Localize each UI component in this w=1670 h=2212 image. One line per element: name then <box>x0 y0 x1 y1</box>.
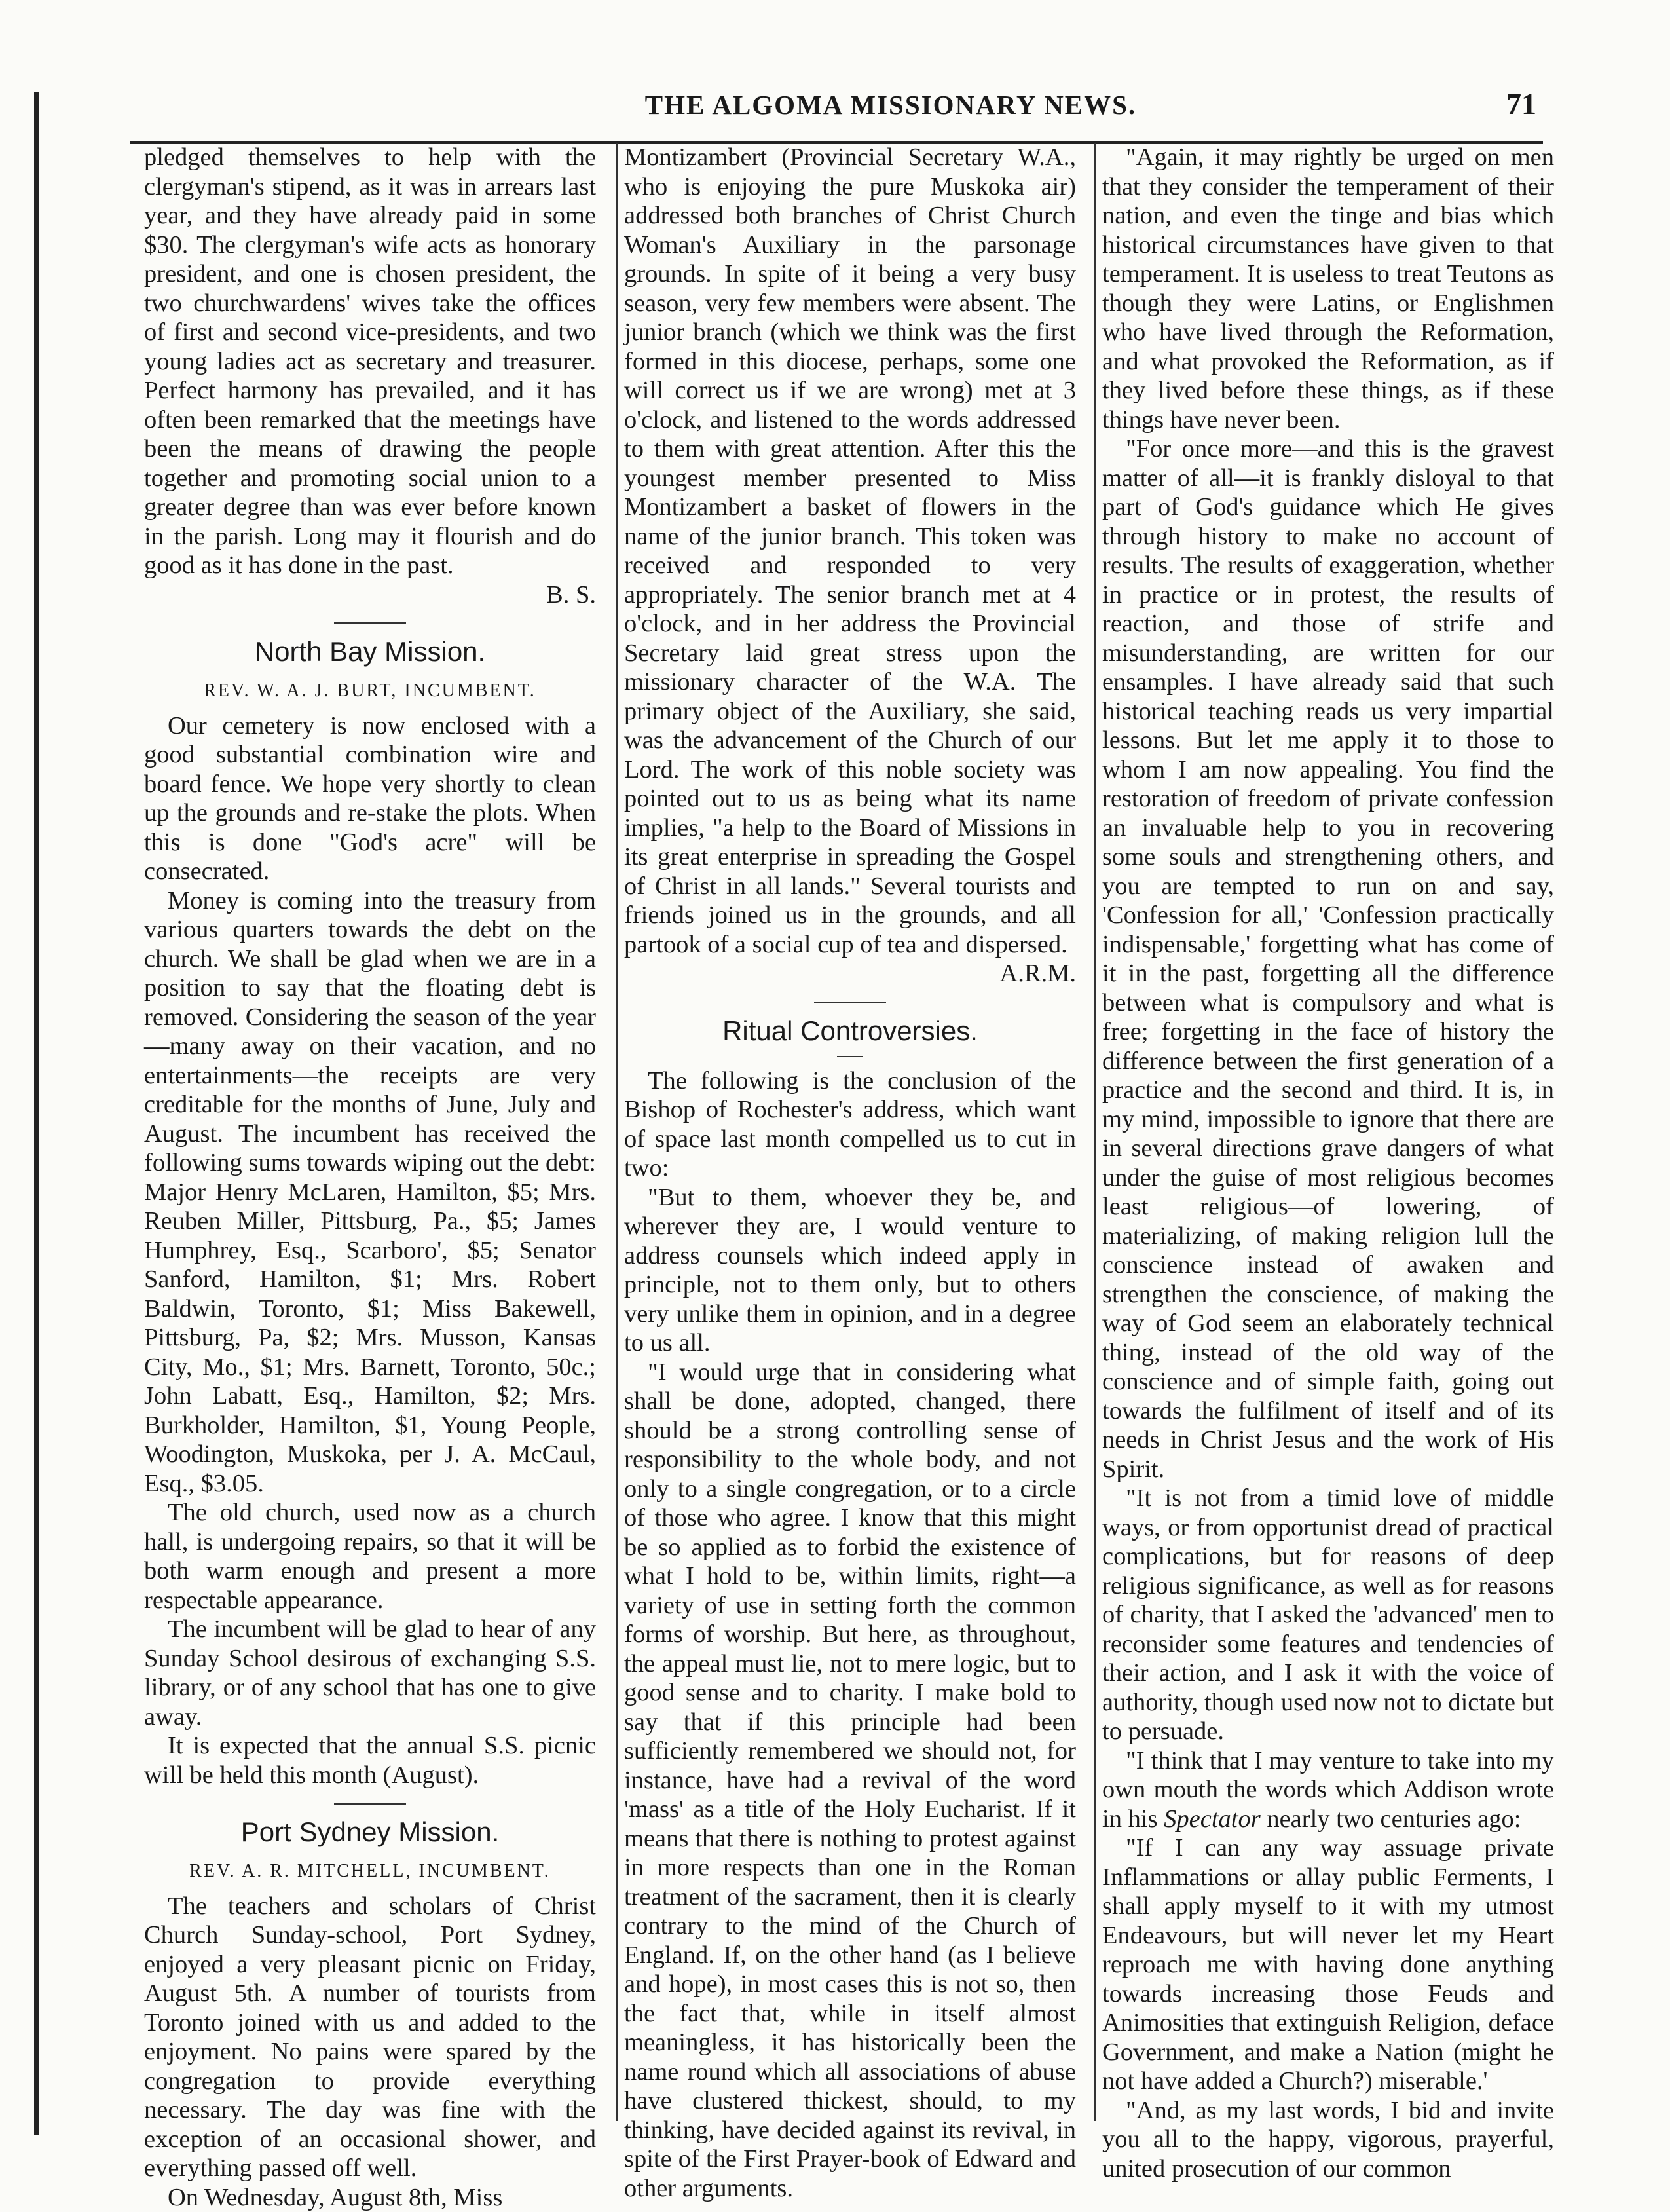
heading-underline <box>837 1056 863 1057</box>
signature: A.R.M. <box>999 959 1076 988</box>
column-3 <box>1094 143 1554 2121</box>
text-run: "I think that I may venture to take into my own mouth the words which Addison wrote in his <box>1102 1747 1554 1833</box>
page-number: 71 <box>1506 86 1536 121</box>
page-edge-shadow <box>34 92 39 2135</box>
article-paragraph: "And, as my last words, I bid and invite you all to the happy, vigorous, prayerful, united prosecution of our common <box>1102 2096 1554 2184</box>
article-paragraph: The following is the conclusion of the Bishop of Rochester's address, which want of space last month compelled us to cut in two: <box>624 1066 1076 1183</box>
article-paragraph: "For once more—and this is the gravest matter of all—it is frankly disloyal to that part of God's guidance which He gives through history to make no account of results. The results of exaggeration, whether in practice or in protest, the results of reaction, and those of strife and misunderstanding, are written for our ensamples. I have already said that such historical teaching reads us very impartial lessons. But let me apply it to those to whom I am now appealing. You find the restoration of freedom of private confession an invaluable help to you in recovering some souls and strengthening others, and you are tempted to run on and say, 'Confession for all,' 'Confession practically indispensable,' forgetting what has come of it in the past, forgetting all the difference between what is compulsory and what is free; forgetting in the face of history the difference between the first generation of a practice and the second and third. It is, in my mind, impossible to ignore that there are in several directions grave dangers of what under the guise of most religious becomes least religious—of lowering, of materializing, of making religion lull the conscience instead of awaken and strengthen the conscience, of making the way of God seem an elaborately technical thing, instead of the old way of the conscience and of simple faith, going out towards the fulfilment of itself and of its needs in Christ Jesus and the work of His Spirit. <box>1102 434 1554 1484</box>
signature-line <box>144 580 596 610</box>
article-paragraph: "But to them, whoever they be, and wherever they are, I would venture to address counsels which indeed apply in principle, not to them only, but to others very unlike them in opinion, and in a degree to us all. <box>624 1183 1076 1358</box>
article-paragraph: Money is coming into the treasury from various quarters towards the debt on the church. We shall be glad when we are in a position to say that the floating debt is removed. Considering the season of the year—many away on their vacation, and no entertainments—the receipts are very creditable for the months of June, July and August. The incumbent has received the following sums towards wiping out the debt: Major Henry McLaren, Hamilton, $5; Mrs. Reuben Miller, Pittsburg, Pa., $5; James Humphrey, Esq., Scarboro', $5; Senator Sanford, Hamilton, $1; Mrs. Robert Baldwin, Toronto, $1; Miss Bakewell, Pittsburg, Pa, $2; Mrs. Musson, Kansas City, Mo., $1; Mrs. Barnett, Toronto, 50c.; John Labatt, Esq., Hamilton, $2; Mrs. Burkholder, Hamilton, $1, Young People, Woodington, Muskoka, per J. A. McCaul, Esq., $3.05. <box>144 886 596 1499</box>
article-paragraph <box>1102 1746 1554 1834</box>
article-paragraph: Our cemetery is now enclosed with a good substantial combination wire and board fence. We hope very shortly to clean up the grounds and re-stake the plots. When this is done "God's acre" will be consecrated. <box>144 711 596 886</box>
text-run: nearly two centuries ago: <box>1261 1805 1521 1833</box>
signature: B. S. <box>546 580 596 610</box>
article-paragraph: The teachers and scholars of Christ Church Sunday-school, Port Sydney, enjoyed a very pleasant picnic on Friday, August 5th. A number of tourists from Toronto joined with us and added to the enjoyment. No pains were spared by the congregation to provide everything necessary. The day was fine with the exception of an occasional shower, and everything passed off well. <box>144 1892 596 2183</box>
article-paragraph: "If I can any way assuage private Inflammations or allay public Ferments, I shall apply myself to it with my utmost Endeavours, but will never let my Heart reproach me with having done anything towards increasing those Feuds and Animosities that extinguish Religion, deface Government, and make a Nation (might he not have added a Church?) miserable.' <box>1102 1833 1554 2096</box>
article-paragraph: Montizambert (Provincial Secretary W.A., who is enjoying the pure Muskoka air) addressed both branches of Christ Church Woman's Auxiliary in the parsonage grounds. In spite of it being a very busy season, very few members were absent. The junior branch (which we think was the first formed in this diocese, perhaps, some one will correct us if we are wrong) met at 3 o'clock, and listened to the words addressed to them with great attention. After this the youngest member presented to Miss Montizambert a basket of flowers in the name of the junior branch. This token was received and responded to very appropriately. The senior branch met at 4 o'clock, and in her address the Provincial Secretary laid great stress upon the missionary character of the W.A. The primary object of the Auxiliary, she said, was the advancement of the Church of our Lord. The work of this noble society was pointed out to us as being what its name implies, "a help to the Board of Missions in its great enterprise in spreading the Gospel of Christ in all lands." Several tourists and friends joined us in the grounds, and all partook of a social cup of tea and dispersed. <box>624 143 1076 959</box>
article-paragraph: "It is not from a timid love of middle ways, or from opportunist dread of practical complications, but for reasons of deep religious significance, as well as for reasons of charity, that I asked the 'advanced' men to reconsider some features and tendencies of their action, and I ask it with the voice of authority, though used now not to dictate but to persuade. <box>1102 1484 1554 1746</box>
article-paragraph: pledged themselves to help with the clergyman's stipend, as it was in arrears last year, and they have already paid in some $30. The clergyman's wife acts as honorary president, and one is chosen president, the two churchwardens' wives take the offices of first and second vice-presidents, and two young ladies act as secretary and treasurer. Perfect harmony has prevailed, and it has often been remarked that the meetings have been the means of drawing the people together and promoting social union to a greater degree than was ever before known in the parish. Long may it flourish and do good as it has done in the past. <box>144 143 596 580</box>
article-paragraph: The old church, used now as a church hall, is undergoing repairs, so that it will be both warm enough and present a more respectable appearance. <box>144 1498 596 1615</box>
article-paragraph: It is expected that the annual S.S. picnic will be held this month (August). <box>144 1731 596 1790</box>
article-paragraph: "Again, it may rightly be urged on men that they consider the temperament of their nation, and even the tinge and bias which historical circumstances have given to that temperament. It is useless to treat Teutons as though they were Latins, or Englishmen who have lived through the Reformation, and what provoked the Reformation, as if they lived before these things, as if these things have never been. <box>1102 143 1554 434</box>
section-divider <box>814 1002 886 1003</box>
publication-title: Spectator <box>1164 1805 1261 1833</box>
signature-line <box>624 959 1076 988</box>
section-heading: Port Sydney Mission. <box>144 1814 596 1850</box>
article-paragraph: On Wednesday, August 8th, Miss <box>144 2183 596 2212</box>
running-head: THE ALGOMA MISSIONARY NEWS. <box>544 89 1238 121</box>
section-heading: Ritual Controversies. <box>624 1013 1076 1049</box>
column-2 <box>616 143 1076 2121</box>
article-paragraph: The incumbent will be glad to hear of any Sunday School desirous of exchanging S.S. library, or of any school that has one to give away. <box>144 1615 596 1731</box>
section-heading: North Bay Mission. <box>144 633 596 670</box>
section-divider <box>334 622 406 624</box>
byline: REV. W. A. J. BURT, INCUMBENT. <box>144 677 596 706</box>
byline: REV. A. R. MITCHELL, INCUMBENT. <box>144 1857 596 1886</box>
article-paragraph: "I would urge that in considering what shall be done, adopted, changed, there should be a strong controlling sense of responsibility to the whole body, and not only to a single congregation, or to a circle of those who agree. I know that this might be so applied as to forbid the existence of what I hold to be, within limits, right—a variety of use in setting forth the common forms of worship. But here, as throughout, the appeal must lie, not to mere logic, but to good sense and to charity. I make bold to say that if this principle had been sufficiently remembered we should not, for instance, have had a revival of the word 'mass' as a title of the Holy Eucharist. If it means that there is nothing to protest against in more respects than one in the Roman treatment of the sacrament, then it is clearly contrary to the mind of the Church of England. If, on the other hand (as I believe and hope), in most cases this is not so, then the fact that, while in itself almost meaningless, it has historically been the name round which all associations of abuse have clustered thickest, should, to my thinking, have decided against its revival, in spite of the First Prayer-book of Edward and other arguments. <box>624 1358 1076 2203</box>
section-divider <box>334 1803 406 1805</box>
column-1 <box>144 143 596 2212</box>
